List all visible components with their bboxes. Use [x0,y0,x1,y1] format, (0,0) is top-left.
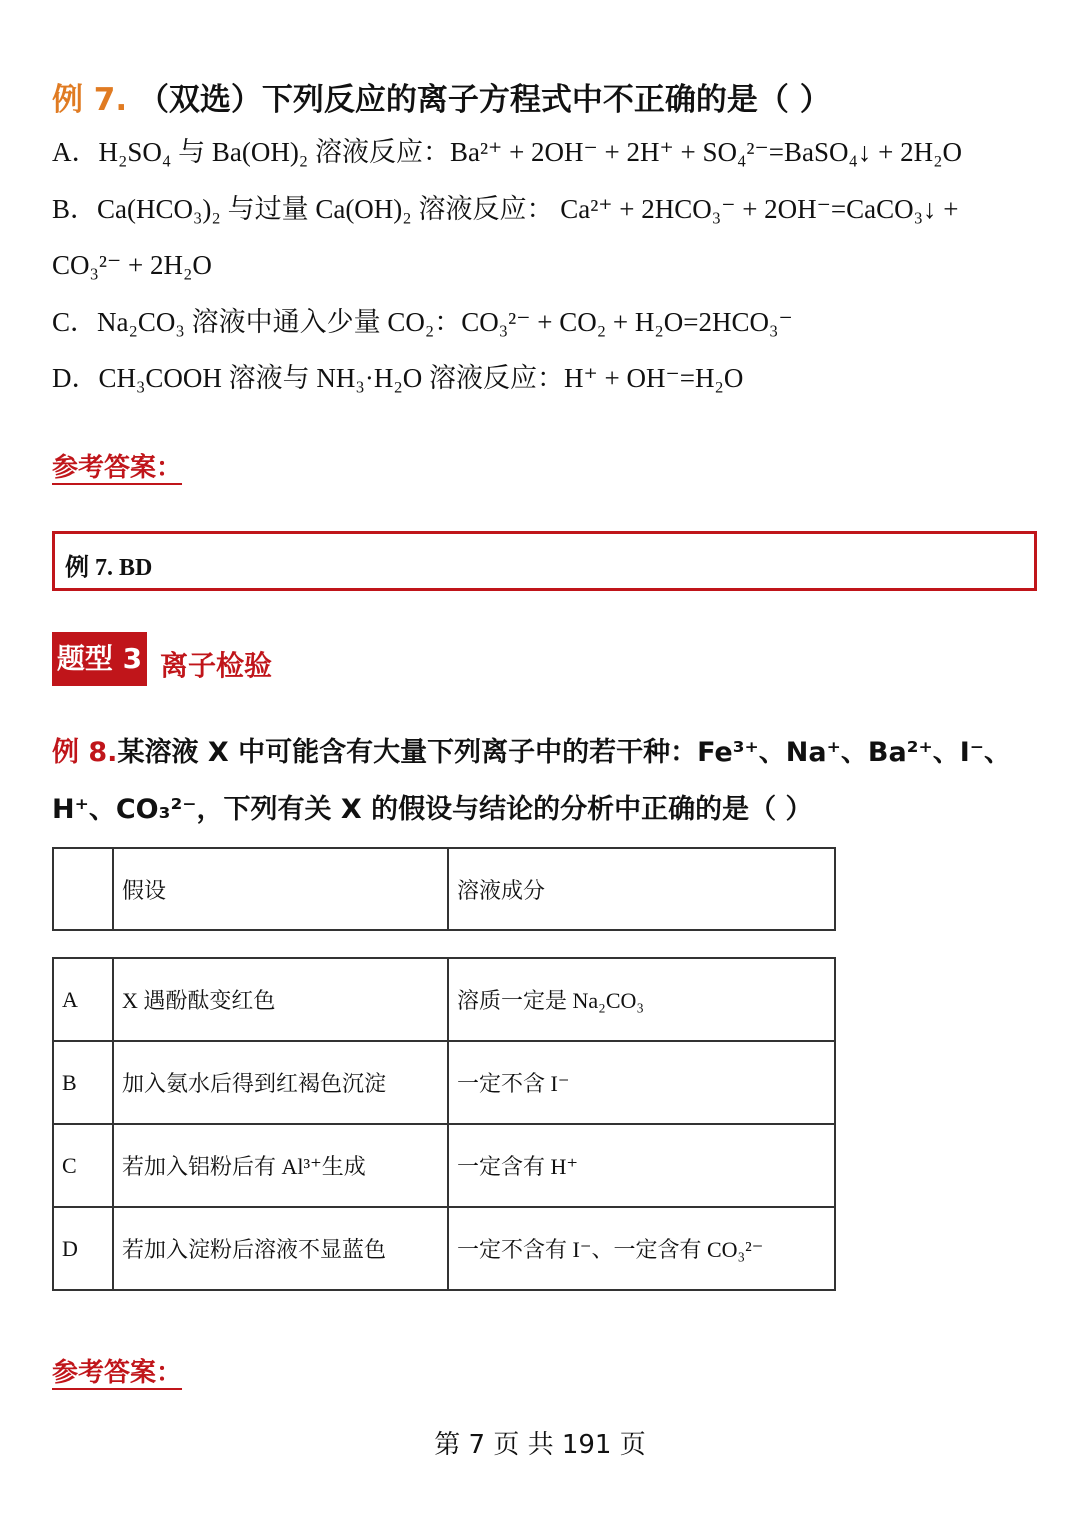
q7-title [52,74,831,119]
q7-option-d: D．CH₃COOH 溶液与 NH₃·H₂O 溶液反应：H⁺ + OH⁻=H₂O [52,363,744,393]
q7-answer-label: 参考答案： [52,453,183,483]
q7-option-b: B．Ca(HCO₃)₂ 与过量 Ca(OH)₂ 溶液反应： Ca²⁺ + 2HCO₃⁻ + 2OH⁻=CaCO₃↓ + [52,194,959,224]
row-hypothesis: X 遇酚酞变红色 [113,958,448,1041]
row-hypothesis: 若加入淀粉后溶液不显蓝色 [113,1207,448,1290]
table-row [53,1207,835,1290]
section-tag: 题型 3 [52,632,147,686]
row-hypothesis: 若加入铝粉后有 Al³⁺生成 [113,1124,448,1207]
q7-answer-box [52,531,1037,591]
q7-option-a: A．H₂SO₄ 与 Ba(OH)₂ 溶液反应：Ba²⁺ + 2OH⁻ + 2H⁺ + SO₄²⁻=BaSO₄↓ + 2H₂O [52,137,963,167]
table-header-cell: 假设 [113,848,448,930]
row-conclusion: 一定不含有 I⁻、一定含有 CO₃²⁻ [448,1207,835,1290]
row-conclusion: 一定含有 H⁺ [448,1124,835,1207]
q7-answer: 例 7. BD [65,555,153,581]
table-row [53,1041,835,1124]
q8-table-header [52,847,836,931]
table-row [53,1124,835,1207]
q8-answer-label: 参考答案： [52,1358,183,1388]
q8-stem-line2: H⁺、CO₃²⁻，下列有关 X 的假设与结论的分析中正确的是（ ） [52,794,813,825]
q8-table [52,957,836,1291]
q7-option-c: C．Na₂CO₃ 溶液中通入少量 CO₂：CO₃²⁻ + CO₂ + H₂O=2HCO₃⁻ [52,307,793,337]
q8-stem-line1: 例 8.某溶液 X 中可能含有大量下列离子中的若干种：Fe³⁺、Na⁺、Ba²⁺、I⁻、 [52,737,1012,768]
row-option-letter: B [53,1041,113,1124]
q7-option-b-continued: CO₃²⁻ + 2H₂O [52,250,212,280]
row-option-letter: A [53,958,113,1041]
row-conclusion: 一定不含 I⁻ [448,1041,835,1124]
row-option-letter: C [53,1124,113,1207]
page-footer: 第 7 页 共 191 页 [434,1430,646,1460]
row-option-letter: D [53,1207,113,1290]
row-hypothesis: 加入氨水后得到红褐色沉淀 [113,1041,448,1124]
q7-stem: （双选）下列反应的离子方程式中不正确的是（ ） [137,82,831,118]
row-conclusion: 溶质一定是 Na₂CO₃ [448,958,835,1041]
q8-label: 例 8. [52,737,118,768]
q7-label: 例 7. [52,82,128,118]
table-header-cell: 溶液成分 [448,848,835,930]
section-title: 离子检验 [160,649,273,682]
table-header-cell [53,848,113,930]
table-row [53,958,835,1041]
